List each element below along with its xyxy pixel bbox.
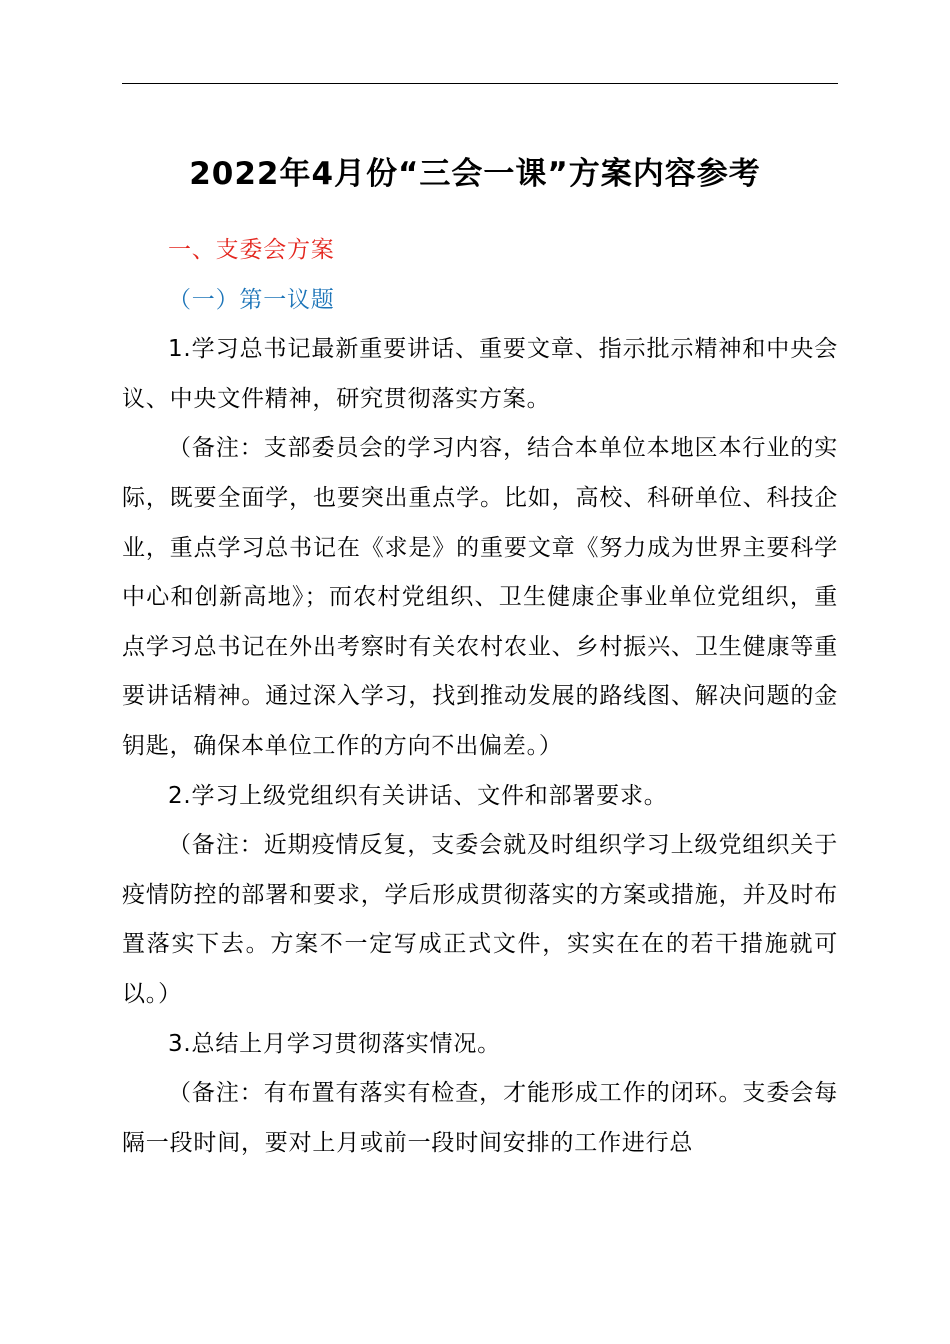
- note-paragraph: （备注：有布置有落实有检查，才能形成工作的闭环。支委会每隔一段时间，要对上月或前一段时间安排的工作进行总: [122, 1080, 838, 1156]
- subsection-heading: （一）第一议题: [168, 286, 335, 313]
- note-paragraph: （备注：近期疫情反复，支委会就及时组织学习上级党组织关于疫情防控的部署和要求，学后形成贯彻落实的方案或措施，并及时布置落实下去。方案不一定写成正式文件，实实在在的若干措施就可以。）: [122, 832, 838, 1007]
- document-title: 2022年4月份“三会一课”方案内容参考: [189, 156, 761, 192]
- body-paragraph: 3.总结上月学习贯彻落实情况。: [168, 1030, 501, 1057]
- document-body: [122, 226, 838, 1168]
- header-rule: [122, 83, 838, 84]
- body-paragraph: 1.学习总书记最新重要讲话、重要文章、指示批示精神和中央会议、中央文件精神，研究贯彻落实方案。: [122, 336, 838, 412]
- note-paragraph: （备注：支部委员会的学习内容，结合本单位本地区本行业的实际，既要全面学，也要突出重点学。比如，高校、科研单位、科技企业，重点学习总书记在《求是》的重要文章《努力成为世界主要科学中心和创新高地》；而农村党组织、卫生健康企事业单位党组织，重点学习总书记在外出考察时有关农村农业、乡村振兴、卫生健康等重要讲话精神。通过深入学习，找到推动发展的路线图、解决问题的金钥匙，确保本单位工作的方向不出偏差。）: [122, 435, 838, 759]
- section-heading: 一、支委会方案: [168, 237, 335, 263]
- body-paragraph: 2.学习上级党组织有关讲话、文件和部署要求。: [168, 782, 668, 809]
